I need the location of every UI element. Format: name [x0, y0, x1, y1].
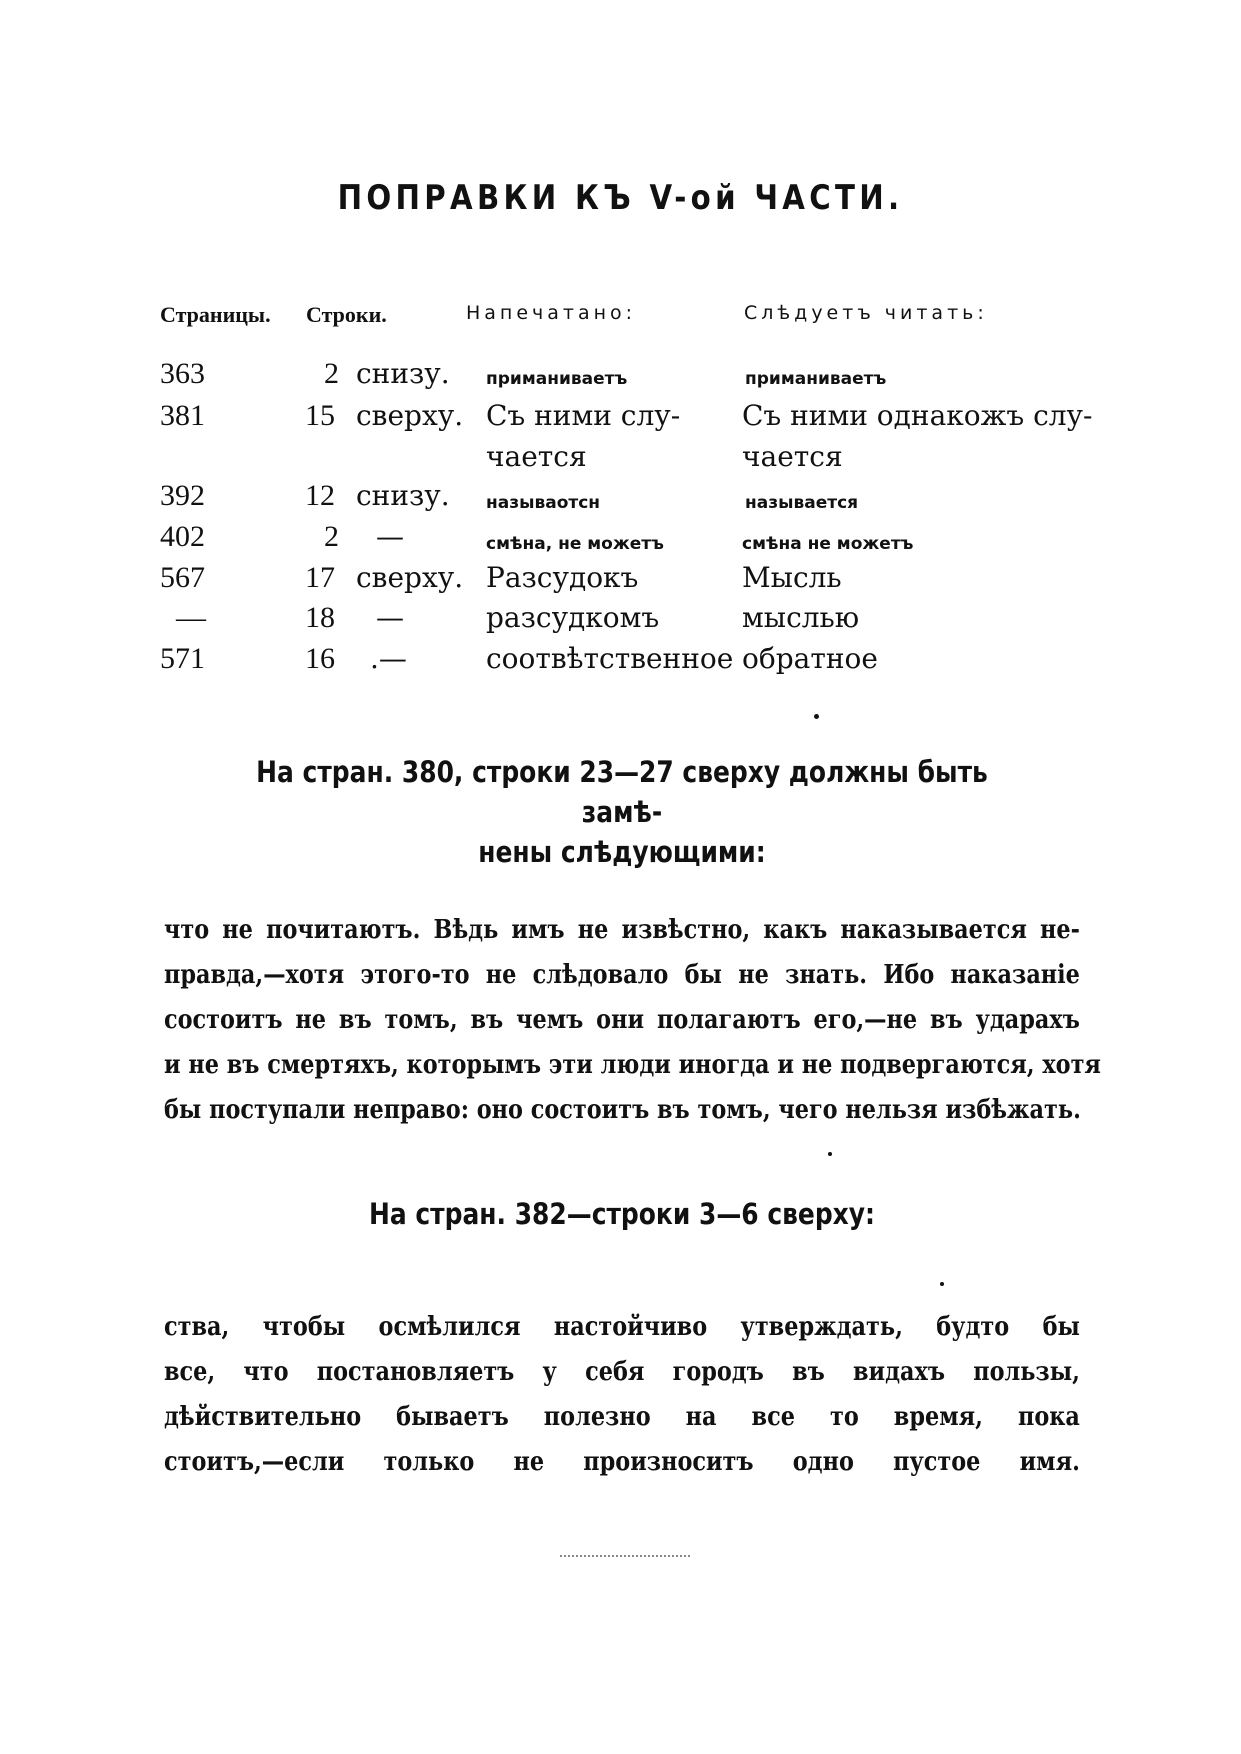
row-printed: соотвѣтственное: [486, 642, 734, 675]
header-read: Слѣдуетъ читать:: [744, 302, 988, 324]
row-line: 18: [305, 601, 335, 634]
correction-paragraph: [164, 1305, 1080, 1485]
row-printed: смѣна, не можетъ: [486, 534, 664, 554]
row-direction: снизу.: [356, 479, 450, 512]
row-read: называется: [745, 493, 859, 513]
row-direction: —: [376, 520, 404, 553]
row-read-continued: чается: [742, 440, 843, 473]
row-line: 2: [324, 357, 339, 390]
row-line: 17: [305, 561, 335, 594]
row-line: 2: [324, 520, 339, 553]
row-line: 15: [305, 399, 335, 432]
row-page: 571: [160, 642, 205, 675]
paragraph-line: все, что постановляетъ у себя городъ въ видахъ пользы,: [164, 1357, 1080, 1387]
row-direction: —: [376, 601, 404, 634]
section-heading-line: На стран. 382—строки 3—6 сверху:: [368, 1197, 875, 1231]
section-heading: [228, 752, 1016, 872]
speck: [828, 1152, 832, 1156]
page-title: ПОПРАВКИ КЪ V-ой ЧАСТИ.: [337, 178, 904, 218]
header-printed: Напечатано:: [466, 302, 637, 324]
correction-paragraph: [164, 908, 1101, 1133]
row-read: смѣна не можетъ: [742, 534, 914, 554]
row-read: Мысль: [742, 561, 842, 594]
paragraph-line: бы поступали неправо: оно состоитъ въ томъ, чего нельзя избѣжать.: [164, 1095, 1081, 1125]
row-page: 567: [160, 561, 205, 594]
row-read: обратное: [742, 642, 878, 675]
paragraph-line: правда,—хотя этого-то не слѣдовало бы не знать. Ибо наказаніе: [164, 960, 1080, 990]
speck: [814, 714, 819, 719]
paragraph-line: стоитъ,—если только не произноситъ одно пустое имя.: [164, 1447, 1080, 1477]
row-printed: разсудкомъ: [486, 601, 660, 634]
row-printed: приманиваетъ: [486, 369, 628, 389]
row-direction: сверху.: [356, 561, 464, 594]
row-direction: .—: [370, 642, 407, 675]
row-line: 16: [305, 642, 335, 675]
header-pages: Страницы.: [160, 302, 271, 327]
speck: [940, 1282, 944, 1286]
row-direction: снизу.: [356, 357, 450, 390]
row-printed: Разсудокъ: [486, 561, 639, 594]
row-read: приманиваетъ: [745, 369, 887, 389]
row-printed: называотсн: [486, 493, 601, 513]
section-heading-line: нены слѣдующими:: [478, 835, 766, 869]
paragraph-line: и не въ смертяхъ, которымъ эти люди иногда и не подвергаются, хотя: [164, 1050, 1101, 1080]
row-page: —: [176, 601, 206, 634]
row-read: Съ ними однакожъ слу-: [742, 399, 1093, 432]
paragraph-line: ства, чтобы осмѣлился настойчиво утверждать, будто бы: [164, 1312, 1080, 1342]
row-printed-continued: чается: [486, 440, 587, 473]
row-page: 381: [160, 399, 205, 432]
row-line: 12: [305, 479, 335, 512]
row-read: мыслью: [742, 601, 860, 634]
section-heading-line: На стран. 380, строки 23—27 сверху должны быть замѣ-: [256, 755, 988, 829]
section-heading: [228, 1194, 1016, 1234]
paragraph-line: состоитъ не въ томъ, въ чемъ они полагаютъ его,—не въ ударахъ: [164, 1005, 1080, 1035]
end-ornament: [560, 1555, 690, 1563]
row-page: 363: [160, 357, 205, 390]
paragraph-line: что не почитаютъ. Вѣдь имъ не извѣстно, какъ наказывается не-: [164, 915, 1080, 945]
row-page: 392: [160, 479, 205, 512]
paragraph-line: дѣйствительно бываетъ полезно на все то время, пока: [164, 1402, 1080, 1432]
row-printed: Съ ними слу-: [486, 399, 681, 432]
row-direction: сверху.: [356, 399, 464, 432]
row-page: 402: [160, 520, 205, 553]
header-lines: Строки.: [306, 302, 387, 327]
